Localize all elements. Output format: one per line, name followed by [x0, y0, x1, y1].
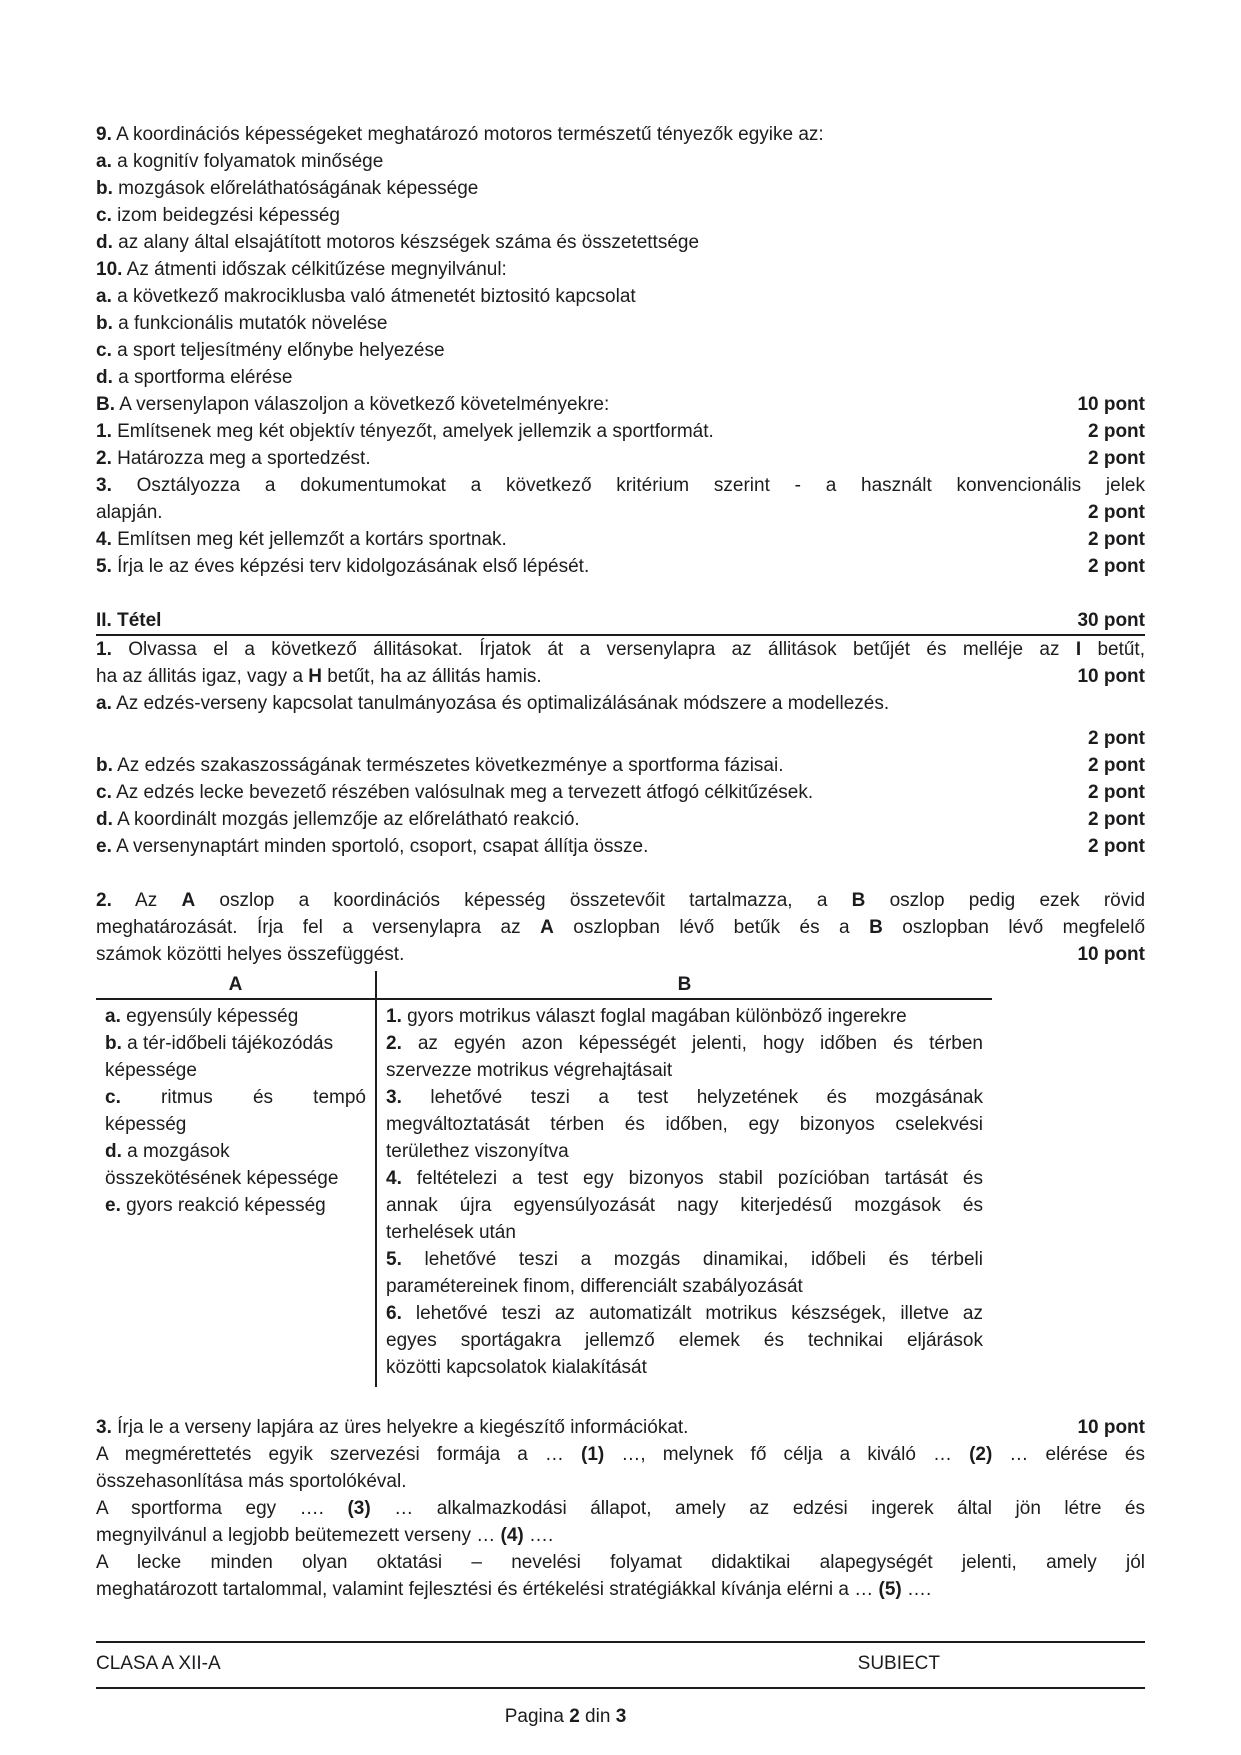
table-cell-line — [386, 1246, 983, 1273]
text-segment: 10. — [96, 259, 123, 280]
question-9 — [96, 121, 1145, 148]
text-segment: 4. — [386, 1168, 402, 1189]
text-segment: c. — [96, 340, 112, 361]
ii-task-1-line-1 — [96, 636, 1145, 663]
line-text — [96, 148, 1145, 175]
points-value: 2 pont — [1088, 448, 1145, 469]
line-text — [96, 1576, 1145, 1603]
ii-task-1-statement-c — [96, 779, 1145, 806]
text-segment: d. — [96, 232, 113, 253]
ii-task-2-line-3 — [96, 941, 1145, 968]
text-segment: megváltoztatását térben és időben, egy bizonyos cselekvési — [386, 1114, 983, 1135]
line-text — [96, 1522, 1145, 1549]
ii-task-3-text-2-line-1 — [96, 1495, 1145, 1522]
text-segment: Az edzés lecke bevezető részében valósulnak meg a tervezett átfogó célkitűzések. — [111, 782, 814, 803]
text-segment: szervezze motrikus végrehajtásait — [386, 1060, 673, 1081]
text-segment: megnyilvánul a legjobb beütemezett verseny … — [96, 1525, 501, 1546]
text-segment: meghatározását. Írja fel a versenylapra az — [96, 917, 541, 938]
line-text — [96, 202, 1145, 229]
text-segment: számok közötti helyes összefüggést. — [96, 944, 405, 965]
text-segment: Az edzés szakaszosságának természetes következménye a sportforma fázisai. — [112, 755, 784, 776]
points-value: 10 pont — [1077, 944, 1145, 965]
text-segment: b. — [96, 755, 113, 776]
text-segment: Említsenek meg két objektív tényezőt, amelyek jellemzik a sportformát. — [111, 421, 714, 442]
text-segment: egyes sportágakra jellemző elemek és technikai eljárások — [386, 1330, 983, 1351]
line-text — [96, 310, 1145, 337]
text-segment: … alkalmazkodási állapot, amely az edzési ingerek által jön létre és — [370, 1498, 1145, 1519]
table-cell-line — [386, 1300, 983, 1327]
table-cell-line — [386, 1057, 983, 1084]
q9-option-b — [96, 175, 1145, 202]
line-text — [96, 472, 1145, 499]
part-b-item-5 — [96, 553, 1145, 580]
text-segment: az egyén azon képességét jelenti, hogy időben és térben — [401, 1033, 983, 1054]
text-segment: 2. — [96, 448, 112, 469]
question-10 — [96, 256, 1145, 283]
ii-task-3-intro — [96, 1414, 1145, 1441]
text-segment: 3. — [386, 1087, 402, 1108]
text-segment: d. — [105, 1141, 122, 1162]
line-text — [96, 690, 1145, 717]
line-text — [96, 887, 1145, 914]
text-segment: 3 — [615, 1706, 627, 1727]
page-number — [96, 1703, 1035, 1730]
text-segment: A sportforma egy …. — [96, 1498, 348, 1519]
text-segment: a következő makrociklusba való átmenetét biztositó kapcsolat — [111, 286, 636, 307]
text-segment: terhelések után — [386, 1222, 516, 1243]
table-cell-line — [386, 1084, 983, 1111]
ii-task-1-statement-a-points — [96, 717, 1145, 752]
points-value: 2 pont — [1088, 728, 1145, 749]
text-segment: gyors motrikus választ foglal magában különböző ingerekre — [401, 1006, 907, 1027]
part-b-item-3-line-1 — [96, 472, 1145, 499]
text-segment: c. — [96, 205, 112, 226]
text-segment: lehetővé teszi a mozgás dinamikai, időbeli és térbeli — [401, 1249, 983, 1270]
text-segment: (2) — [969, 1444, 993, 1465]
footer-row — [96, 1643, 1145, 1687]
points-value: 10 pont — [1077, 666, 1145, 687]
ii-task-2-line-2 — [96, 914, 1145, 941]
text-segment: a. — [96, 151, 112, 172]
text-segment: képessége — [105, 1060, 197, 1081]
ii-task-3-text-1-line-1 — [96, 1441, 1145, 1468]
footer-separator-bottom — [96, 1687, 1145, 1689]
text-segment: izom beidegzési képesség — [111, 205, 340, 226]
text-segment: oszlop pedig ezek rövid — [865, 890, 1146, 911]
table-cell-line — [105, 1111, 366, 1138]
text-segment: c. — [105, 1087, 121, 1108]
text-segment: a sport teljesítmény előnybe helyezése — [111, 340, 445, 361]
q10-option-d — [96, 364, 1145, 391]
text-segment: d. — [96, 809, 113, 830]
text-segment: 6. — [386, 1303, 402, 1324]
section-ii-heading — [96, 607, 1145, 636]
text-segment: II. Tétel — [96, 610, 162, 631]
text-segment: a. — [96, 286, 112, 307]
text-segment: meghatározott tartalommal, valamint fejlesztési és értékelési stratégiákkal kívánja elérni a … — [96, 1579, 879, 1600]
text-segment: Írja le a verseny lapjára az üres helyekre a kiegészítő információkat. — [111, 1417, 689, 1438]
table-cell-line — [105, 1084, 366, 1111]
text-segment: 4. — [96, 529, 112, 550]
text-segment: Az — [111, 890, 182, 911]
table-cell-line — [386, 1030, 983, 1057]
table-cell-line — [386, 1003, 983, 1030]
spacer — [96, 580, 1145, 607]
text-segment: Olvassa el a következő állitásokat. Írjatok át a versenylapra az állitások betűjét és melléje az — [111, 639, 1076, 660]
line-text — [96, 1549, 1145, 1576]
points-value: 10 pont — [1077, 394, 1145, 415]
table-header-row — [96, 971, 992, 1000]
table-cell-line — [386, 1354, 983, 1381]
line-text — [96, 663, 1065, 690]
points-value: 2 pont — [1088, 556, 1145, 577]
table-cell-line — [386, 1273, 983, 1300]
text-segment: 1. — [386, 1006, 402, 1027]
text-segment: b. — [96, 178, 113, 199]
text-segment: lehetővé teszi a test helyzetének és mozgásának — [401, 1087, 983, 1108]
text-segment: (4) — [500, 1525, 524, 1546]
text-segment: 1. — [96, 639, 112, 660]
part-b-item-1 — [96, 418, 1145, 445]
text-segment: alapján. — [96, 502, 163, 523]
line-text — [96, 636, 1145, 663]
text-segment: A megmérettetés egyik szervezési formája a … — [96, 1444, 582, 1465]
column-b-cell — [377, 1000, 992, 1387]
ii-task-3-text-3-line-2 — [96, 1576, 1145, 1603]
text-segment: Az átmenti időszak célkitűzése megnyilvánul: — [122, 259, 507, 280]
text-segment: oszlopban lévő betűk és a — [553, 917, 870, 938]
text-segment: din — [579, 1706, 616, 1727]
column-b-header: B — [677, 974, 692, 995]
ii-task-1-statement-d — [96, 806, 1145, 833]
text-segment: közötti kapcsolatok kialakítását — [386, 1357, 647, 1378]
table-body-row — [96, 1000, 992, 1387]
text-segment: oszlop a koordinációs képesség összetevőit tartalmazza, a — [195, 890, 852, 911]
line-text — [96, 779, 1076, 806]
text-segment: az alany által elsajátított motoros készségek száma és összetettsége — [112, 232, 700, 253]
table-cell-line — [386, 1165, 983, 1192]
line-text — [96, 1441, 1145, 1468]
line-text — [96, 914, 1145, 941]
line-text — [96, 121, 1145, 148]
line-text — [96, 391, 1065, 418]
document-content — [96, 121, 1145, 1603]
line-text — [96, 256, 1145, 283]
ii-task-2-line-1 — [96, 887, 1145, 914]
text-segment: H — [308, 666, 323, 687]
points-value: 2 pont — [1088, 755, 1145, 776]
table-cell-line — [105, 1003, 366, 1030]
points-value: 30 pont — [1077, 610, 1145, 631]
line-text — [96, 364, 1145, 391]
text-segment: (1) — [581, 1444, 605, 1465]
match-table — [96, 971, 992, 1387]
text-segment: ritmus és tempó — [120, 1087, 366, 1108]
column-a-cell — [96, 1000, 377, 1387]
text-segment: 2 — [569, 1706, 580, 1727]
line-text — [96, 229, 1145, 256]
points-value: 2 pont — [1088, 529, 1145, 550]
text-segment: a funkcionális mutatók növelése — [112, 313, 388, 334]
text-segment: e. — [96, 836, 112, 857]
table-cell-line — [386, 1111, 983, 1138]
line-text — [96, 717, 1076, 744]
text-segment: képesség — [105, 1114, 187, 1135]
text-segment: A koordinált mozgás jellemzője az előrelátható reakció. — [112, 809, 580, 830]
line-text — [96, 1495, 1145, 1522]
column-a-header: A — [96, 971, 377, 998]
line-text — [96, 499, 1076, 526]
text-segment: 9. — [96, 124, 112, 145]
text-segment: mozgások előreláthatóságának képessége — [112, 178, 479, 199]
line-text — [96, 941, 1065, 968]
text-segment: annak újra egyensúlyozását nagy kiterjedésű mozgások és — [386, 1195, 983, 1216]
text-segment: B. — [96, 394, 115, 415]
table-cell-line — [386, 1192, 983, 1219]
text-segment: 2. — [386, 1033, 402, 1054]
points-value: 2 pont — [1088, 782, 1145, 803]
line-text — [96, 553, 1076, 580]
text-segment: a. — [105, 1006, 121, 1027]
table-cell-line — [105, 1030, 366, 1057]
text-segment: A lecke minden olyan oktatási – nevelési folyamat didaktikai alapegységét jelenti, amely jól — [96, 1552, 1145, 1573]
text-segment: a. — [96, 693, 112, 714]
table-cell-line — [105, 1138, 366, 1165]
line-text — [96, 806, 1076, 833]
ii-task-3-text-1-line-2 — [96, 1468, 1145, 1495]
text-segment: … elérése és — [992, 1444, 1145, 1465]
table-cell-line — [105, 1192, 366, 1219]
text-segment: B — [851, 890, 866, 911]
ii-task-1-statement-a — [96, 690, 1145, 717]
line-text — [96, 283, 1145, 310]
table-cell-line — [386, 1219, 983, 1246]
table-cell-line — [105, 1057, 366, 1084]
table-cell-line — [105, 1165, 366, 1192]
part-b-item-4 — [96, 526, 1145, 553]
line-text — [96, 175, 1145, 202]
text-segment: (5) — [878, 1579, 902, 1600]
text-segment: összehasonlítása más sportolókéval. — [96, 1471, 407, 1492]
q9-option-a — [96, 148, 1145, 175]
text-segment: A — [540, 917, 554, 938]
ii-task-1-statement-b — [96, 752, 1145, 779]
text-segment: Az edzés-verseny kapcsolat tanulmányozása és optimalizálásának módszere a modellezés. — [111, 693, 890, 714]
ii-task-1-line-2 — [96, 663, 1145, 690]
line-text — [96, 445, 1076, 472]
text-segment: a tér-időbeli tájékozódás — [121, 1033, 334, 1054]
points-value: 2 pont — [1088, 809, 1145, 830]
page-footer — [96, 1641, 1145, 1730]
text-segment: A versenynaptárt minden sportoló, csoport, csapat állítja össze. — [111, 836, 649, 857]
part-b-item-2 — [96, 445, 1145, 472]
footer-subject-label: SUBIECT — [857, 1653, 940, 1674]
text-segment: e. — [105, 1195, 121, 1216]
text-segment: lehetővé teszi az automatizált motrikus készségek, illetve az — [401, 1303, 983, 1324]
text-segment: (3) — [347, 1498, 371, 1519]
ii-task-1-statement-e — [96, 833, 1145, 860]
text-segment: összekötésének képessége — [105, 1168, 339, 1189]
text-segment: c. — [96, 782, 112, 803]
text-segment: A — [181, 890, 196, 911]
text-segment: Említsen meg két jellemzőt a kortárs sportnak. — [111, 529, 507, 550]
text-segment: A versenylapon válaszoljon a következő követelményekre: — [115, 394, 610, 415]
text-segment: paramétereinek finom, differenciált szabályozását — [386, 1276, 803, 1297]
q10-option-c — [96, 337, 1145, 364]
line-text — [96, 337, 1145, 364]
footer-class-label: CLASA A XII-A — [96, 1653, 221, 1674]
line-text — [96, 752, 1076, 779]
text-segment: b. — [96, 313, 113, 334]
text-segment: …, melynek fő célja a kiváló … — [604, 1444, 970, 1465]
q10-option-a — [96, 283, 1145, 310]
spacer — [96, 860, 1145, 887]
table-cell-line — [386, 1138, 983, 1165]
q9-option-d — [96, 229, 1145, 256]
line-text — [96, 1468, 1145, 1495]
text-segment: A koordinációs képességeket meghatározó motoros természetű tényezők egyike az: — [111, 124, 824, 145]
text-segment: Pagina — [504, 1706, 570, 1727]
text-segment: Írja le az éves képzési terv kidolgozásának első lépését. — [111, 556, 590, 577]
q10-option-b — [96, 310, 1145, 337]
table-cell-line — [386, 1327, 983, 1354]
text-segment: a kognitív folyamatok minősége — [111, 151, 384, 172]
points-value: 2 pont — [1088, 502, 1145, 523]
text-segment: I — [1075, 639, 1082, 660]
text-segment: 3. — [96, 475, 112, 496]
text-segment: betűt, ha az állitás hamis. — [322, 666, 542, 687]
ii-task-3-text-3-line-1 — [96, 1549, 1145, 1576]
text-segment: egyensúly képesség — [120, 1006, 299, 1027]
text-segment: Osztályozza a dokumentumokat a következő kritérium szerint - a használt konvencionális jelek — [111, 475, 1145, 496]
part-b-item-3-line-2 — [96, 499, 1145, 526]
line-text — [96, 1414, 1065, 1441]
points-value: 2 pont — [1088, 836, 1145, 857]
line-text — [96, 833, 1076, 860]
text-segment: ha az állitás igaz, vagy a — [96, 666, 309, 687]
spacer — [96, 1387, 1145, 1414]
q9-option-c — [96, 202, 1145, 229]
text-segment: 3. — [96, 1417, 112, 1438]
text-segment: 1. — [96, 421, 112, 442]
line-text — [96, 607, 1065, 634]
text-segment: …. — [523, 1525, 554, 1546]
text-segment: gyors reakció képesség — [120, 1195, 326, 1216]
text-segment: b. — [105, 1033, 122, 1054]
line-text — [96, 418, 1076, 445]
text-segment: B — [869, 917, 883, 938]
text-segment: betűt, — [1081, 639, 1145, 660]
text-segment: a sportforma elérése — [112, 367, 293, 388]
text-segment: 5. — [96, 556, 112, 577]
text-segment: 5. — [386, 1249, 402, 1270]
line-text — [96, 526, 1076, 553]
text-segment: oszlopban lévő megfelelő — [882, 917, 1146, 938]
points-value: 10 pont — [1077, 1417, 1145, 1438]
text-segment: feltételezi a test egy bizonyos stabil pozícióban tartását és — [401, 1168, 983, 1189]
text-segment: területhez viszonyítva — [386, 1141, 569, 1162]
text-segment: d. — [96, 367, 113, 388]
text-segment: 2. — [96, 890, 112, 911]
text-segment: Határozza meg a sportedzést. — [111, 448, 371, 469]
points-value: 2 pont — [1088, 421, 1145, 442]
text-segment: …. — [901, 1579, 932, 1600]
part-b-intro — [96, 391, 1145, 418]
text-segment: a mozgások — [121, 1141, 230, 1162]
ii-task-3-text-2-line-2 — [96, 1522, 1145, 1549]
